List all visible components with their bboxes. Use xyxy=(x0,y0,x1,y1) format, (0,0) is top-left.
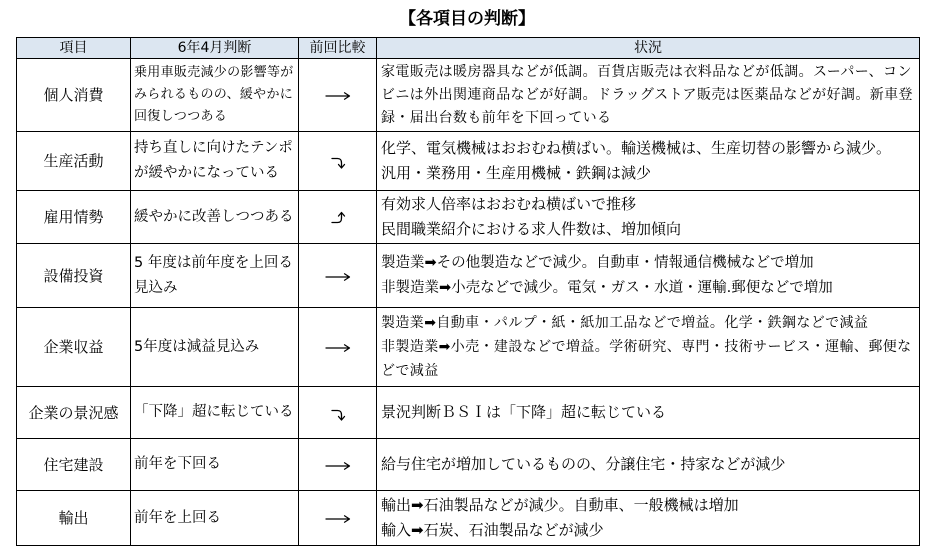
comparison-cell xyxy=(299,387,377,439)
table-row xyxy=(17,59,920,132)
status-cell xyxy=(377,439,920,491)
table-row xyxy=(17,308,920,387)
status-line: 製造業➡その他製造などで減少。自動車・情報通信機械などで増加 xyxy=(381,254,814,271)
item-cell xyxy=(17,491,131,546)
table-header-row xyxy=(17,38,920,59)
status-cell xyxy=(377,244,920,308)
arrow-right-icon xyxy=(325,343,351,353)
item-label: 企業の景況感 xyxy=(28,403,119,422)
item-cell xyxy=(17,244,131,308)
comparison-cell xyxy=(299,244,377,308)
arrow-right-icon xyxy=(325,91,351,101)
status-cell xyxy=(377,491,920,546)
page-title: 【各項目の判断】 xyxy=(399,9,535,29)
header-comparison-label: 前回比較 xyxy=(309,40,366,56)
judgment-cell xyxy=(131,308,299,387)
item-label: 企業収益 xyxy=(43,338,104,356)
item-cell xyxy=(17,387,131,439)
item-label: 輸出 xyxy=(58,509,89,527)
status-line: 化学、電気機械はおおむね横ばい。輸送機械は、生産切替の影響から減少。 xyxy=(381,139,892,157)
header-judgment-label: 6年4月判断 xyxy=(177,40,252,56)
comparison-cell xyxy=(299,132,377,191)
comparison-cell xyxy=(299,59,377,132)
header-comparison xyxy=(299,38,377,59)
status-cell xyxy=(377,387,920,439)
item-cell xyxy=(17,132,131,191)
comparison-cell xyxy=(299,491,377,546)
status-cell xyxy=(377,308,920,387)
status-line: 景況判断ＢＳＩは「下降」超に転じている xyxy=(381,403,667,421)
judgment-table xyxy=(16,37,920,546)
arrow-curve-down-icon xyxy=(330,154,346,170)
status-line: 輸出➡石油製品などが減少。自動車、一般機械は増加 xyxy=(381,496,739,514)
status-line: 民間職業紹介における求人件数は、増加傾向 xyxy=(381,220,682,238)
status-line: 汎用・業務用・生産用機械・鉄鋼は減少 xyxy=(381,164,652,182)
item-cell xyxy=(17,308,131,387)
judgment-text: 前年を下回る xyxy=(134,456,221,472)
header-status xyxy=(377,38,920,59)
table-row xyxy=(17,132,920,191)
item-cell xyxy=(17,191,131,244)
comparison-arrow-icon xyxy=(325,343,351,353)
arrow-right-icon xyxy=(325,272,351,282)
arrow-curve-up-icon xyxy=(330,210,346,226)
table-row xyxy=(17,387,920,439)
judgment-cell xyxy=(131,439,299,491)
status-line: 非製造業➡小売などで減少。電気・ガス・水道・運輸.郵便などで増加 xyxy=(381,279,833,296)
item-label: 住宅建設 xyxy=(43,455,104,474)
table-row xyxy=(17,191,920,244)
comparison-arrow-icon xyxy=(330,154,346,170)
judgment-cell xyxy=(131,491,299,546)
status-cell xyxy=(377,132,920,191)
table-row xyxy=(17,491,920,546)
arrow-right-icon xyxy=(325,514,351,524)
item-cell xyxy=(17,439,131,491)
status-cell xyxy=(377,59,920,132)
status-line: 給与住宅が増加しているものの、分譲住宅・持家などが減少 xyxy=(381,455,786,473)
comparison-arrow-icon xyxy=(325,514,351,524)
header-item xyxy=(17,38,131,59)
status-line: 輸入➡石炭、石油製品などが減少 xyxy=(381,521,604,539)
status-line: 非製造業➡小売・建設などで増益。学術研究、専門・技術サービス・運輸、郵便などで減益 xyxy=(381,339,912,379)
status-line: 有効求人倍率はおおむね横ばいで推移 xyxy=(381,195,637,213)
status-cell xyxy=(377,191,920,244)
comparison-arrow-icon xyxy=(325,91,351,101)
judgment-text: 乗用車販売減少の影響等がみられるものの、緩やかに回復しつつある xyxy=(134,65,294,124)
item-cell xyxy=(17,59,131,132)
judgment-text: 前年を上回る xyxy=(134,509,221,526)
arrow-right-icon xyxy=(325,461,351,471)
judgment-text: 5 年度は前年度を上回る見込み xyxy=(134,254,293,296)
comparison-arrow-icon xyxy=(325,461,351,471)
comparison-cell xyxy=(299,439,377,491)
comparison-cell xyxy=(299,308,377,387)
judgment-cell xyxy=(131,244,299,308)
status-line: 家電販売は暖房器具などが低調。百貨店販売は衣料品などが低調。スーパー、コンビニは外出関連商品などが好調。ドラッグストア販売は医薬品などが好調。新車登録・届出台数も前年を下回っている xyxy=(381,63,913,126)
judgment-cell xyxy=(131,191,299,244)
table-row xyxy=(17,244,920,308)
comparison-arrow-icon xyxy=(325,272,351,282)
table-row xyxy=(17,439,920,491)
comparison-arrow-icon xyxy=(330,406,346,422)
item-label: 雇用情勢 xyxy=(43,208,104,226)
header-judgment xyxy=(131,38,299,59)
judgment-cell xyxy=(131,132,299,191)
judgment-cell xyxy=(131,59,299,132)
item-label: 個人消費 xyxy=(43,86,104,104)
status-line: 製造業➡自動車・パルプ・紙・紙加工品などで増益。化学・鉄鋼などで減益 xyxy=(381,315,869,331)
arrow-curve-down-icon xyxy=(330,406,346,422)
judgment-text: 「下降」超に転じている xyxy=(134,404,294,420)
header-status-label: 状況 xyxy=(634,40,662,56)
comparison-arrow-icon xyxy=(330,210,346,226)
item-label: 設備投資 xyxy=(43,266,104,285)
comparison-cell xyxy=(299,191,377,244)
judgment-text: 緩やかに改善しつつある xyxy=(134,208,294,225)
judgment-cell xyxy=(131,387,299,439)
judgment-text: 持ち直しに向けたテンポが緩やかになっている xyxy=(134,140,293,181)
header-item-label: 項目 xyxy=(59,40,88,56)
judgment-text: 5年度は減益見込み xyxy=(134,338,260,355)
item-label: 生産活動 xyxy=(43,152,104,170)
